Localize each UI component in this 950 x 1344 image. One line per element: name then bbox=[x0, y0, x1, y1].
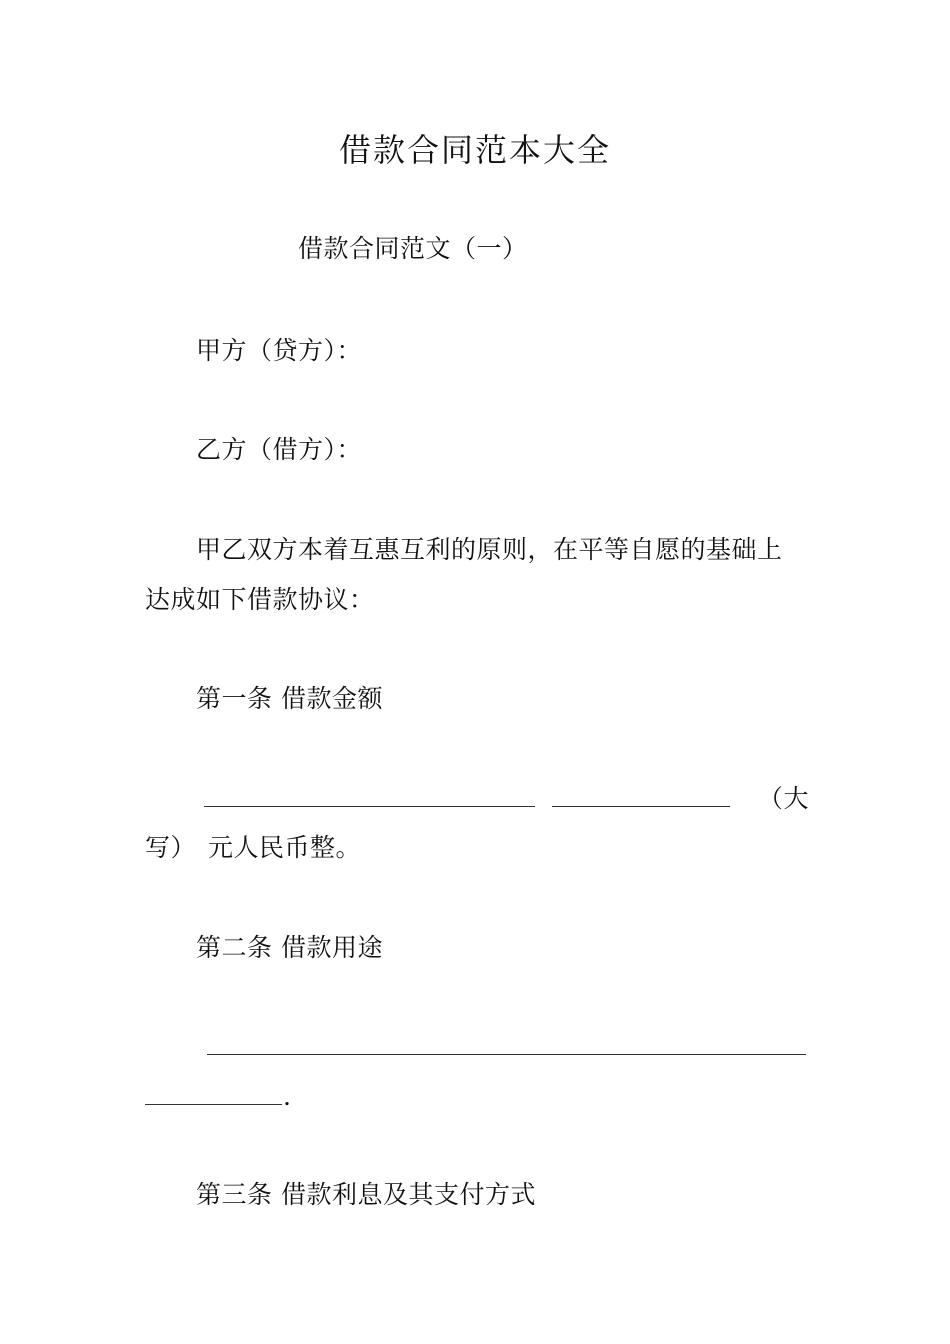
uppercase-note-close: 写） bbox=[145, 833, 197, 862]
uppercase-note-open: （大 bbox=[758, 784, 810, 813]
party-a-line: 甲方（贷方）： bbox=[196, 336, 363, 365]
intro-paragraph-line-1: 甲乙双方本着互惠互利的原则，在平等自愿的基础上 bbox=[196, 535, 783, 564]
document-title: 借款合同范本大全 bbox=[338, 131, 611, 169]
amount-blank-field bbox=[204, 806, 535, 807]
intro-paragraph-line-2: 达成如下借款协议： bbox=[145, 585, 375, 614]
amount-suffix: 元人民币整。 bbox=[208, 833, 362, 862]
article-3-heading: 第三条 借款利息及其支付方式 bbox=[196, 1180, 536, 1209]
document-subtitle: 借款合同范文（一） bbox=[298, 234, 528, 263]
purpose-blank-field-line-1 bbox=[207, 1054, 806, 1055]
party-b-line: 乙方（借方）： bbox=[196, 435, 363, 464]
purpose-period: . bbox=[283, 1082, 292, 1111]
amount-uppercase-blank-field bbox=[552, 806, 730, 807]
purpose-blank-field-line-2 bbox=[145, 1104, 282, 1105]
article-2-heading: 第二条 借款用途 bbox=[196, 933, 383, 962]
article-1-heading: 第一条 借款金额 bbox=[196, 684, 383, 713]
